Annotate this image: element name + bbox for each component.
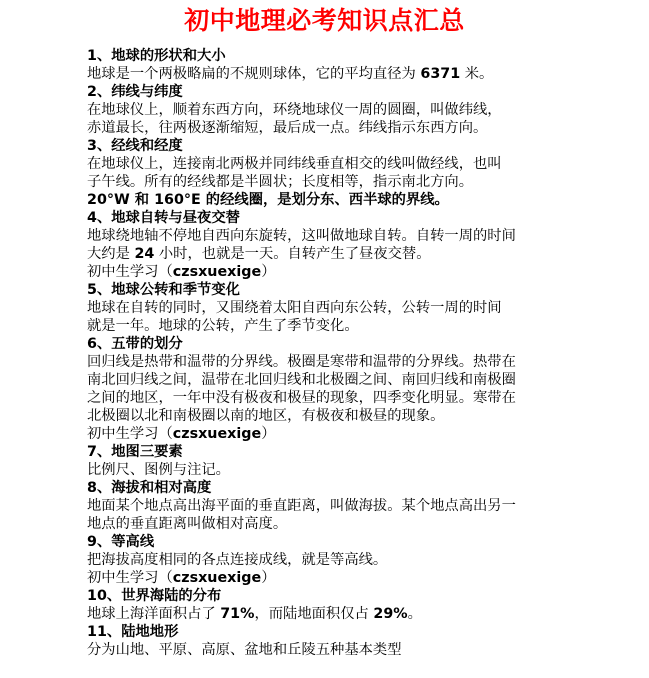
section-body-6-line-2: 南北回归线之间，温带在北回归线和北极圈之间、南回归线和南极圈 — [87, 372, 516, 388]
section-body-5-line-1: 地球在自转的同时，又围绕着太阳自西向东公转，公转一周的时间 — [87, 300, 502, 316]
section-body-5-line-2: 就是一年。地球的公转，产生了季节变化。 — [87, 318, 359, 334]
section-body-7-line-1: 比例尺、图例与注记。 — [87, 462, 230, 478]
section-heading-1: 1、地球的形状和大小 — [87, 48, 226, 64]
section-body-3-line-2: 子午线。所有的经线都是半圆状；长度相等，指示南北方向。 — [87, 174, 474, 190]
section-heading-10: 10、世界海陆的分布 — [87, 588, 222, 604]
section-body-8-line-1: 地面某个地点高出海平面的垂直距离，叫做海拔。某个地点高出另一 — [87, 498, 516, 514]
section-body-11-line-1: 分为山地、平原、高原、盆地和丘陵五种基本类型 — [87, 642, 402, 658]
section-body-6-line-1: 回归线是热带和温带的分界线。极圈是寒带和温带的分界线。热带在 — [87, 354, 516, 370]
section-body-1-line-1: 地球是一个两极略扁的不规则球体，它的平均直径为 6371 米。 — [87, 66, 494, 82]
section-body-6-line-4: 北极圈以北和南极圈以南的地区，有极夜和极昼的现象。 — [87, 408, 445, 424]
section-body-8-line-2: 地点的垂直距离叫做相对高度。 — [87, 516, 288, 532]
section-heading-4: 4、地球自转与昼夜交替 — [87, 210, 240, 226]
watermark-line-1: 初中生学习（czsxuexige） — [87, 264, 276, 280]
section-heading-3: 3、经线和经度 — [87, 138, 183, 154]
section-body-2-line-2: 赤道最长，往两极逐渐缩短，最后成一点。纬线指示东西方向。 — [87, 120, 488, 136]
document-body — [87, 47, 587, 658]
section-body-10-line-1: 地球上海洋面积占了 71%，而陆地面积仅占 29%。 — [87, 606, 422, 622]
section-heading-11: 11、陆地地形 — [87, 624, 179, 640]
section-heading-6: 6、五带的划分 — [87, 336, 183, 352]
section-heading-7: 7、地图三要素 — [87, 444, 183, 460]
section-heading-9: 9、等高线 — [87, 534, 155, 550]
section-heading-8: 8、海拔和相对高度 — [87, 480, 212, 496]
section-body-9-line-1: 把海拔高度相同的各点连接成线，就是等高线。 — [87, 552, 388, 568]
watermark-line-2: 初中生学习（czsxuexige） — [87, 426, 276, 442]
section-body-6-line-3: 之间的地区，一年中没有极夜和极昼的现象，四季变化明显。寒带在 — [87, 390, 516, 406]
section-heading-5: 5、地球公转和季节变化 — [87, 282, 240, 298]
section-body-4-line-2: 大约是 24 小时，也就是一天。自转产生了昼夜交替。 — [87, 246, 431, 262]
section-body-2-line-1: 在地球仪上，顺着东西方向，环绕地球仪一周的圆圈，叫做纬线， — [87, 102, 502, 118]
page-title: 初中地理必考知识点汇总 — [184, 6, 465, 35]
section-heading-2: 2、纬线与纬度 — [87, 84, 183, 100]
watermark-line-3: 初中生学习（czsxuexige） — [87, 570, 276, 586]
section-body-3-line-3: 20°W 和 160°E 的经线圈，是划分东、西半球的界线。 — [87, 192, 449, 208]
section-body-4-line-1: 地球绕地轴不停地自西向东旋转，这叫做地球自转。自转一周的时间 — [87, 228, 516, 244]
section-body-3-line-1: 在地球仪上，连接南北两极并同纬线垂直相交的线叫做经线，也叫 — [87, 156, 502, 172]
